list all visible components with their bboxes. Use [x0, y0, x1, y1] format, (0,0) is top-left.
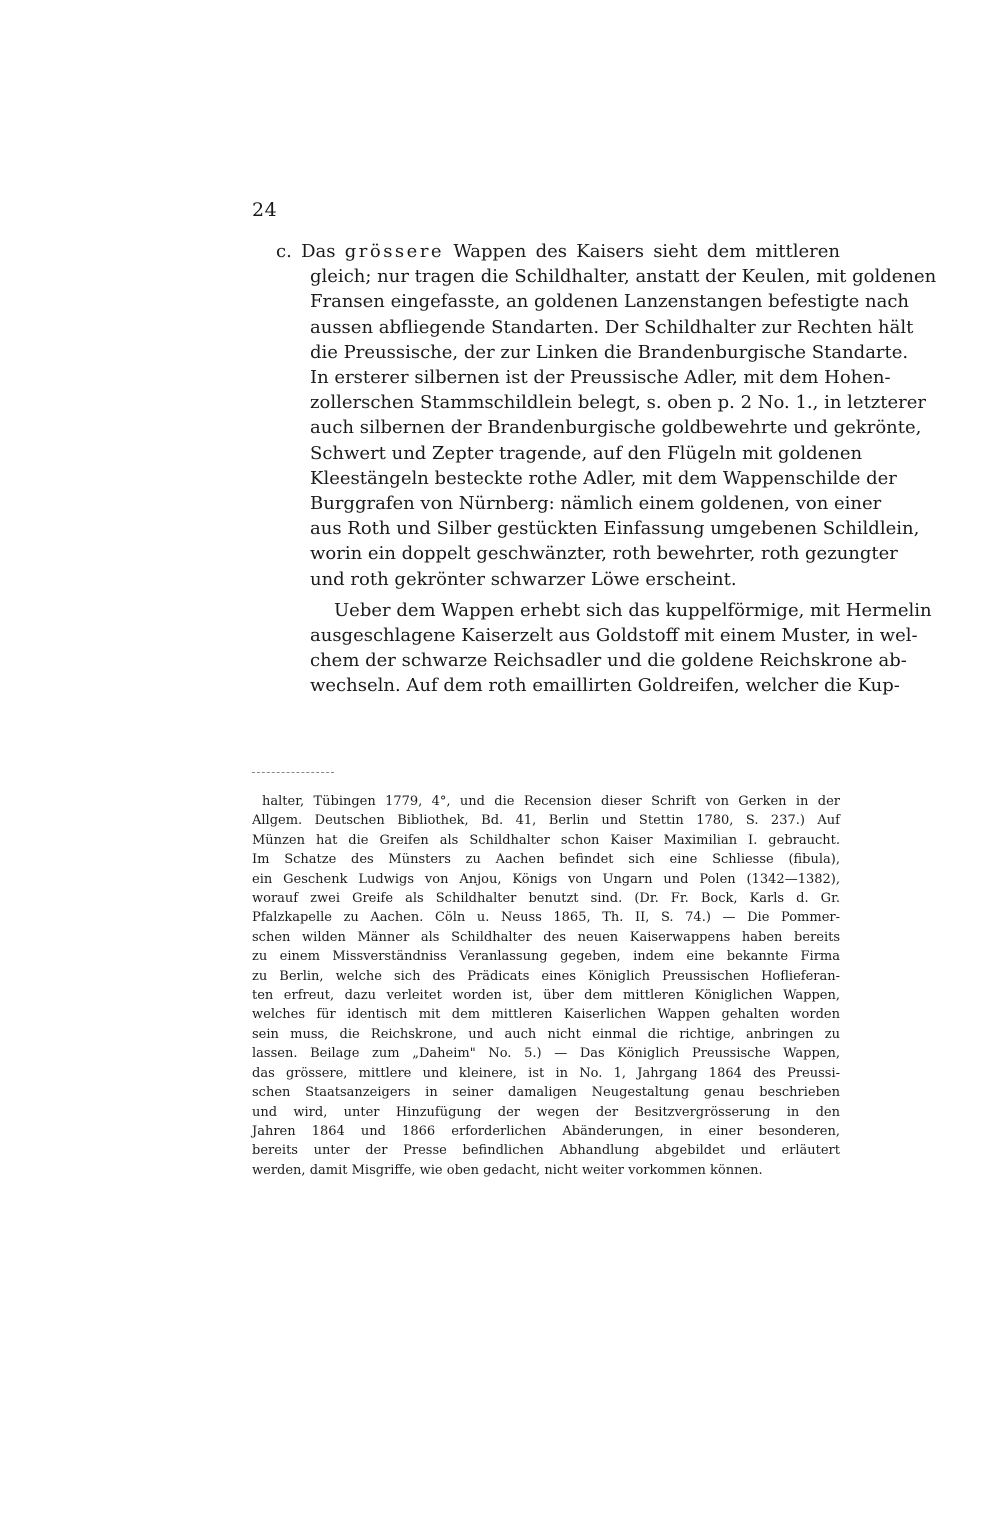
- text-line: die Preussische, der zur Linken die Brandenburgische Standarte.: [310, 341, 909, 363]
- footnote-line: halter, Tübingen 1779, 4°, und die Recension dieser Schrift von Gerken in der: [262, 794, 840, 809]
- footnote-line: schen Staatsanzeigers in seiner damaligen Neugestaltung genau beschrieben: [252, 1085, 840, 1101]
- text-line: wechseln. Auf dem roth emaillirten Goldreifen, welcher die Kup-: [310, 675, 900, 697]
- paragraph-2: [252, 598, 932, 699]
- text-line: Fransen eingefasste, an goldenen Lanzenstangen befestigte nach: [310, 291, 910, 313]
- page-number: 24: [252, 199, 278, 221]
- footnote-line: welches für identisch mit dem mittleren Kaiserlichen Wappen gehalten worden: [252, 1007, 840, 1023]
- paragraph-1: [252, 239, 937, 592]
- text-fragment: Wappen des Kaisers sieht dem mittleren: [444, 241, 840, 262]
- footnote-line: lassen. Beilage zum „Daheim" No. 5.) — Das Königlich Preussische Wappen,: [252, 1046, 840, 1062]
- text-line: aussen abfliegende Standarten. Der Schildhalter zur Rechten hält: [310, 316, 914, 338]
- text-line: In ersterer silbernen ist der Preussische Adler, mit dem Hohen-: [310, 367, 891, 389]
- footnote-line: bereits unter der Presse befindlichen Abhandlung abgebildet und erläutert: [252, 1143, 840, 1159]
- text-line: und roth gekrönter schwarzer Löwe erscheint.: [310, 568, 737, 590]
- text-fragment: c. Das: [276, 241, 345, 262]
- footnote-line: das grössere, mittlere und kleinere, ist in No. 1, Jahrgang 1864 des Preussi-: [252, 1065, 840, 1081]
- footnote-line: ten erfreut, dazu verleitet worden ist, über dem mittleren Königlichen Wappen,: [252, 988, 840, 1004]
- footnote-line: ein Geschenk Ludwigs von Anjou, Königs von Ungarn und Polen (1342—1382),: [252, 871, 840, 887]
- text-line: Schwert und Zepter tragende, auf den Flügeln mit goldenen: [310, 442, 863, 464]
- text-line: worin ein doppelt geschwänzter, roth bewehrter, roth gezungter: [310, 543, 898, 565]
- text-line: auch silbernen der Brandenburgische goldbewehrte und gekrönte,: [310, 417, 922, 439]
- text-line: gleich; nur tragen die Schildhalter, anstatt der Keulen, mit goldenen: [310, 266, 937, 288]
- footnote-separator: [252, 772, 334, 773]
- main-text: [252, 239, 937, 699]
- footnote-line: Pfalzkapelle zu Aachen. Cöln u. Neuss 1865, Th. II, S. 74.) — Die Pommer-: [252, 910, 840, 926]
- footnote-line: und wird, unter Hinzufügung der wegen der Besitzvergrösserung in den: [252, 1104, 840, 1120]
- text-line: ausgeschlagene Kaiserzelt aus Goldstoff mit einem Muster, in wel-: [310, 625, 918, 647]
- text-line: aus Roth und Silber gestückten Einfassung umgebenen Schildlein,: [310, 518, 920, 540]
- footnote-line: Allgem. Deutschen Bibliothek, Bd. 41, Berlin und Stettin 1780, S. 237.) Auf: [252, 813, 840, 829]
- text-line: chem der schwarze Reichsadler und die goldene Reichskrone ab-: [310, 650, 907, 672]
- footnote-line: werden, damit Misgriffe, wie oben gedacht, nicht weiter vorkommen können.: [252, 1162, 763, 1178]
- text-line: [252, 239, 840, 264]
- footnote-line: schen wilden Männer als Schildhalter des neuen Kaiserwappens haben bereits: [252, 929, 840, 945]
- footnote-line: Jahren 1864 und 1866 erforderlichen Abänderungen, in einer besonderen,: [252, 1123, 840, 1139]
- text-line: Ueber dem Wappen erhebt sich das kuppelförmige, mit Hermelin: [334, 599, 932, 621]
- footnote: [252, 792, 840, 1180]
- text-line: zollerschen Stammschildlein belegt, s. oben p. 2 No. 1., in letzterer: [310, 392, 927, 414]
- footnote-line: zu Berlin, welche sich des Prädicats eines Königlich Preussischen Hoflieferan-: [252, 968, 840, 984]
- footnote-line: worauf zwei Greife als Schildhalter benutzt sind. (Dr. Fr. Bock, Karls d. Gr.: [252, 891, 840, 907]
- text-line: Kleestängeln besteckte rothe Adler, mit dem Wappenschilde der: [310, 467, 897, 489]
- footnote-line: Münzen hat die Greifen als Schildhalter schon Kaiser Maximilian I. gebraucht.: [252, 832, 840, 848]
- emphasized-word: grössere: [344, 241, 445, 262]
- footnote-line: sein muss, die Reichskrone, und auch nicht einmal die richtige, anbringen zu: [252, 1026, 840, 1042]
- footnote-line: zu einem Missverständniss Veranlassung gegeben, indem eine bekannte Firma: [252, 949, 840, 965]
- text-line: Burggrafen von Nürnberg: nämlich einem goldenen, von einer: [310, 493, 882, 515]
- footnote-line: Im Schatze des Münsters zu Aachen befindet sich eine Schliesse (fibula),: [252, 852, 840, 868]
